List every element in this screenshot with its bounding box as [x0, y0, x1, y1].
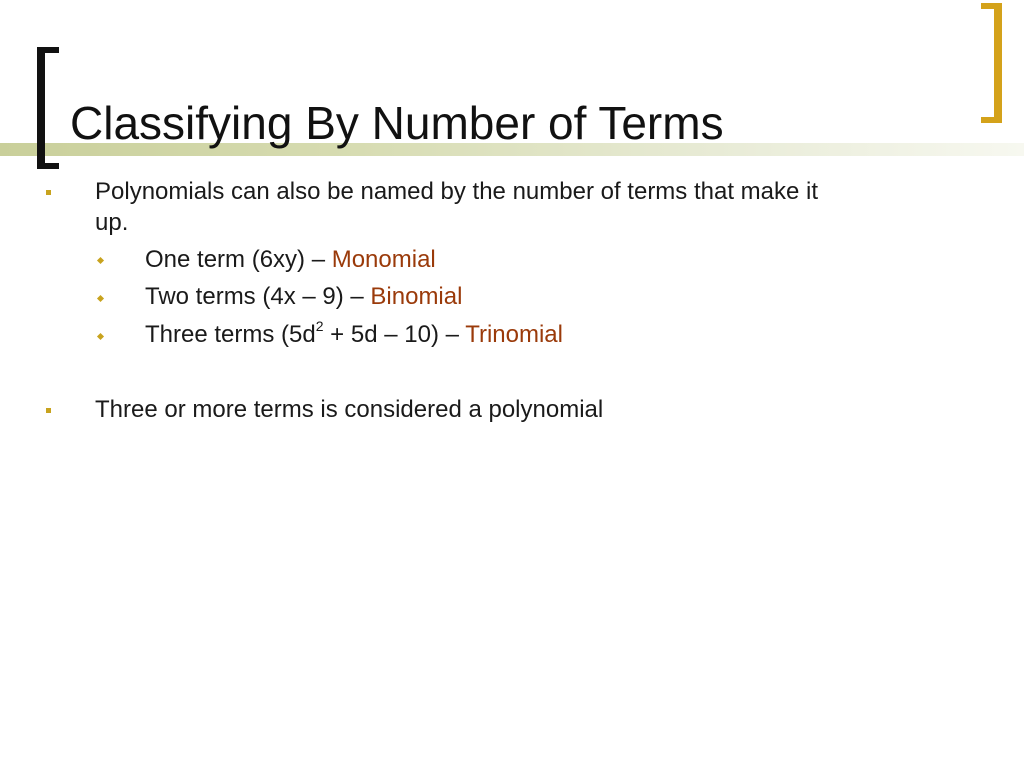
sub-bullet-monomial	[145, 244, 436, 275]
slide-title: Classifying By Number of Terms	[70, 97, 724, 149]
bullet-text-polynomial: Three or more terms is considered a polynomial	[95, 396, 604, 423]
term-monomial: Monomial	[331, 246, 436, 273]
right-bracket-top	[981, 3, 1002, 9]
sub-bullet-binomial	[145, 281, 462, 312]
bullet-text-line-2: up.	[95, 209, 129, 236]
term-binomial: Binomial	[370, 283, 463, 310]
right-bracket-bottom	[981, 117, 1002, 123]
sub-bullet-prefix: Two terms (4x – 9) –	[145, 283, 371, 310]
sub-bullet-prefix-b: + 5d – 10) –	[323, 321, 466, 348]
sub-bullet-prefix: One term (6xy) –	[145, 246, 332, 273]
diamond-bullet-icon	[97, 295, 104, 302]
term-trinomial: Trinomial	[465, 321, 563, 348]
sub-bullet-trinomial	[145, 319, 563, 350]
superscript-exponent: 2	[315, 318, 324, 334]
diamond-bullet-icon	[97, 257, 104, 264]
square-bullet-icon	[46, 408, 51, 413]
bullet-text-line-1: Polynomials can also be named by the number of terms that make it	[95, 178, 819, 205]
left-bracket-bottom	[37, 163, 59, 169]
left-bracket-decoration	[37, 47, 45, 169]
left-bracket-top	[37, 47, 59, 53]
sub-bullet-prefix-a: Three terms (5d	[145, 321, 316, 348]
diamond-bullet-icon	[97, 333, 104, 340]
right-bracket-decoration	[994, 3, 1002, 123]
square-bullet-icon	[46, 190, 51, 195]
